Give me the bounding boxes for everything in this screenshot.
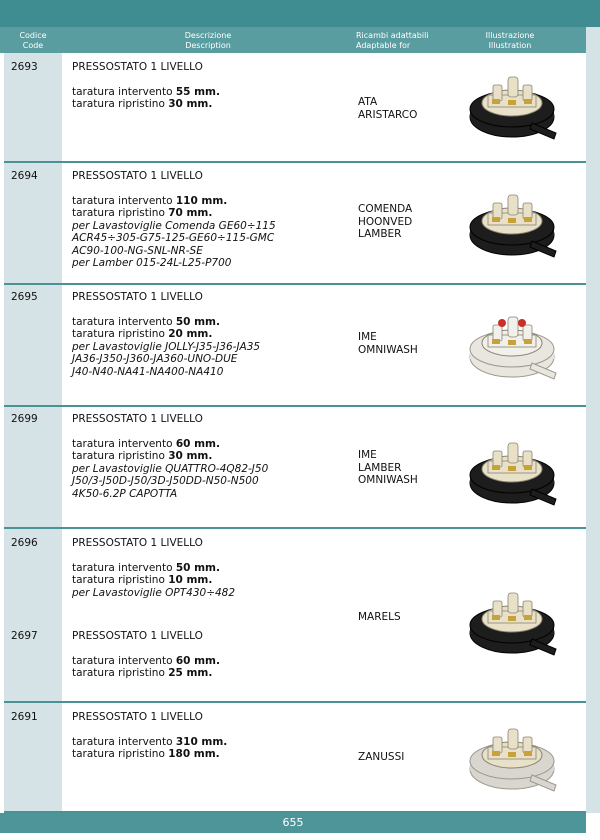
product-code: 2694	[11, 170, 38, 182]
calibration-line	[72, 655, 356, 668]
adaptable-for	[358, 449, 448, 487]
pressure-switch-image	[462, 61, 564, 149]
product-code: 2699	[11, 413, 38, 425]
pressure-switch-image	[462, 179, 564, 267]
product-title: PRESSOSTATO 1 LIVELLO	[72, 170, 203, 182]
calibration-label: taratura ripristino	[72, 207, 169, 219]
calibration-value: 50 mm.	[175, 315, 220, 328]
calibration-label: taratura ripristino	[72, 98, 169, 110]
page-number: 655	[282, 816, 304, 829]
calibration-line	[72, 207, 356, 220]
table-row	[4, 529, 586, 703]
product-code: 2695	[11, 291, 38, 303]
calibration-value: 60 mm.	[175, 654, 220, 667]
pressure-switch-image	[462, 713, 564, 801]
illustration	[462, 713, 564, 801]
calibration-line	[72, 574, 356, 587]
product-description	[72, 61, 356, 111]
table-row	[4, 703, 586, 813]
calibration-label: taratura intervento	[72, 735, 176, 748]
code-column-bg	[4, 529, 62, 703]
header-description: Descrizione Description	[184, 31, 232, 50]
illustration	[462, 179, 564, 267]
compatibility-note: JA36-J350-J360-JA360-UNO-DUE	[72, 353, 238, 365]
compatibility-note: per Lavastoviglie Comenda GE60÷115	[72, 219, 276, 232]
compatibility-note: per Lavastoviglie QUATTRO-4Q82-J50	[72, 462, 269, 475]
product-description	[72, 630, 356, 680]
calibration-value: 25 mm.	[168, 667, 213, 679]
product-description	[72, 170, 356, 270]
adaptable-brand: OMNIWASH	[358, 474, 418, 486]
product-description	[72, 413, 356, 500]
calibration-value: 310 mm.	[175, 735, 228, 748]
calibration-line	[72, 316, 356, 329]
illustration	[462, 301, 564, 389]
table-row	[4, 163, 586, 285]
calibration-value: 110 mm.	[175, 194, 228, 207]
calibration-line	[72, 98, 356, 111]
product-title: PRESSOSTATO 1 LIVELLO	[72, 413, 203, 425]
calibration-value: 55 mm.	[175, 85, 220, 98]
product-title: PRESSOSTATO 1 LIVELLO	[72, 291, 203, 303]
illustration	[462, 427, 564, 515]
calibration-value: 180 mm.	[168, 748, 220, 760]
product-title: PRESSOSTATO 1 LIVELLO	[72, 61, 203, 73]
product-code: 2693	[11, 61, 38, 73]
calibration-label: taratura ripristino	[72, 328, 169, 340]
adaptable-for	[358, 611, 448, 624]
calibration-line	[72, 86, 356, 99]
calibration-label: taratura intervento	[72, 85, 176, 98]
adaptable-brand: ATA	[358, 96, 378, 108]
table-row	[4, 53, 586, 163]
page-footer	[0, 813, 586, 833]
product-description	[72, 291, 356, 378]
calibration-line	[72, 562, 356, 575]
calibration-label: taratura ripristino	[72, 450, 169, 462]
header-illustration: Illustrazione Illustration	[485, 31, 535, 50]
calibration-label: taratura ripristino	[72, 574, 169, 586]
header-code: Codice Code	[19, 31, 47, 50]
adaptable-brand: MARELS	[358, 611, 401, 623]
calibration-label: taratura intervento	[72, 194, 176, 207]
calibration-line	[72, 328, 356, 341]
adaptable-for	[358, 203, 448, 241]
product-title: PRESSOSTATO 1 LIVELLO	[72, 537, 203, 549]
calibration-label: taratura ripristino	[72, 667, 169, 679]
product-code: 2691	[11, 711, 38, 723]
table-header	[0, 27, 586, 53]
adaptable-for	[358, 331, 448, 356]
calibration-line	[72, 748, 356, 761]
calibration-label: taratura intervento	[72, 654, 176, 667]
product-code: 2697	[11, 630, 38, 642]
compatibility-note: J50/3-J50D-J50/3D-J50DD-N50-N500	[72, 475, 259, 487]
calibration-line	[72, 736, 356, 749]
table-row	[4, 285, 586, 407]
illustration	[462, 577, 564, 665]
calibration-label: taratura intervento	[72, 561, 176, 574]
adaptable-brand: COMENDA	[358, 203, 413, 215]
calibration-line	[72, 195, 356, 208]
pressure-switch-image	[462, 577, 564, 665]
product-code: 2696	[11, 537, 38, 549]
adaptable-for	[358, 751, 448, 764]
pressure-switch-image	[462, 427, 564, 515]
compatibility-note: per Lavastoviglie OPT430÷482	[72, 586, 236, 599]
calibration-value: 20 mm.	[168, 328, 213, 340]
calibration-value: 70 mm.	[168, 207, 213, 219]
adaptable-brand: OMNIWASH	[358, 343, 418, 356]
adaptable-brand: HOONVED	[358, 215, 413, 228]
product-title: PRESSOSTATO 1 LIVELLO	[72, 711, 203, 723]
adaptable-brand: IME	[358, 331, 377, 343]
adaptable-for	[358, 96, 448, 121]
compatibility-note: per Lavastoviglie JOLLY-J35-J36-JA35	[72, 340, 261, 353]
right-side-band	[586, 27, 600, 813]
calibration-line	[72, 438, 356, 451]
product-title: PRESSOSTATO 1 LIVELLO	[72, 630, 203, 642]
adaptable-brand: ZANUSSI	[358, 751, 405, 763]
adaptable-brand: ARISTARCO	[358, 108, 418, 121]
header-adaptable: Ricambi adattabili Adaptable for	[356, 31, 429, 50]
adaptable-brand: IME	[358, 449, 377, 461]
top-band	[0, 0, 600, 27]
compatibility-note: ACR45÷305-G75-125-GE60÷115-GMC	[72, 232, 275, 244]
calibration-value: 30 mm.	[168, 98, 213, 110]
adaptable-brand: LAMBER	[358, 228, 402, 240]
compatibility-note: per Lamber 015-24L-L25-P700	[72, 257, 232, 269]
calibration-value: 50 mm.	[175, 561, 220, 574]
calibration-label: taratura ripristino	[72, 748, 169, 760]
calibration-value: 30 mm.	[168, 450, 213, 462]
compatibility-note: AC90-100-NG-SNL-NR-SE	[72, 244, 203, 257]
compatibility-note: 4K50-6.2P CAPOTTA	[72, 487, 178, 500]
calibration-line	[72, 667, 356, 680]
adaptable-brand: LAMBER	[358, 461, 402, 474]
table-row	[4, 407, 586, 529]
calibration-value: 10 mm.	[168, 574, 213, 586]
compatibility-note: J40-N40-NA41-NA400-NA410	[72, 365, 224, 378]
calibration-value: 60 mm.	[175, 437, 220, 450]
product-description	[72, 537, 356, 599]
illustration	[462, 61, 564, 149]
pressure-switch-image	[462, 301, 564, 389]
product-description	[72, 711, 356, 761]
calibration-line	[72, 450, 356, 463]
calibration-label: taratura intervento	[72, 315, 176, 328]
calibration-label: taratura intervento	[72, 437, 176, 450]
